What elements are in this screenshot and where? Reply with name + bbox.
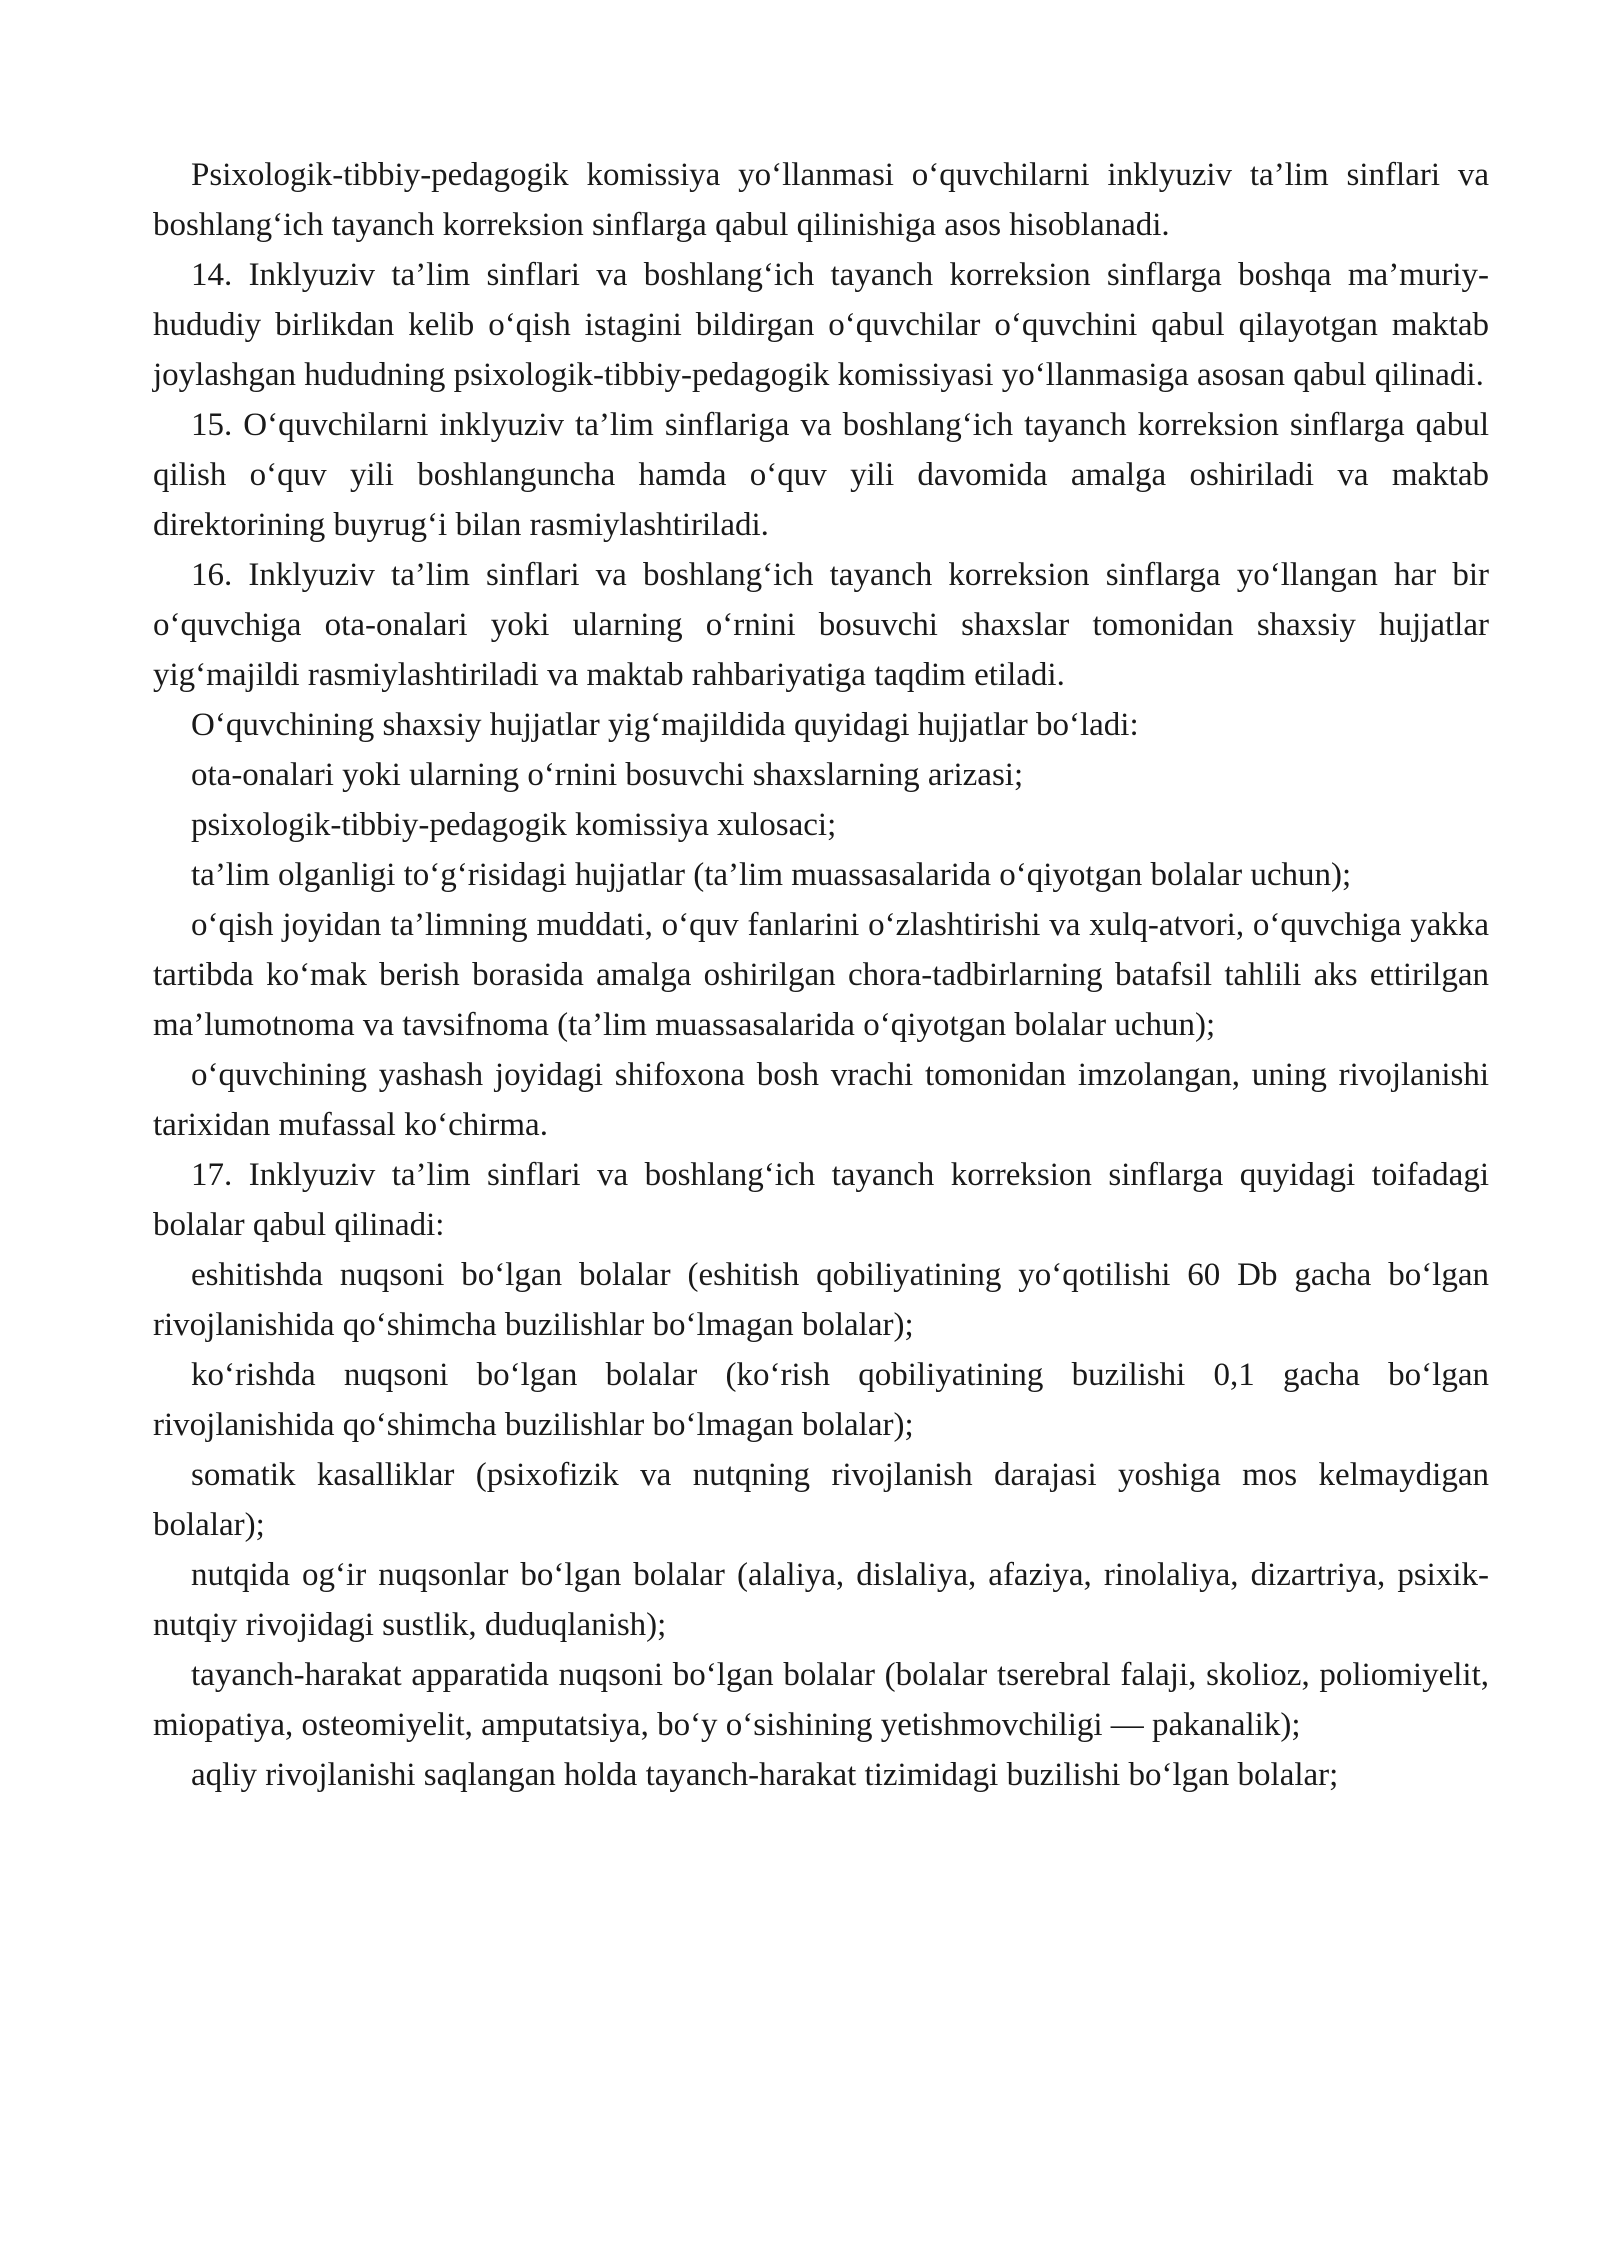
list-item-commission-conclusion: psixologik-tibbiy-pedagogik komissiya xulosaci; (191, 807, 837, 843)
list-item-somatic-diseases: somatik kasalliklar (psixofizik va nutqning rivojlanish darajasi yoshiga mos kelmaydigan bolalar); (153, 1457, 1489, 1543)
list-item-hearing-impaired: eshitishda nuqsoni bo‘lgan bolalar (eshitish qobiliyatining yo‘qotilishi 60 Db gacha bo‘lgan rivojlanishida qo‘shimcha buzilishlar bo‘lmagan bolalar); (153, 1257, 1489, 1343)
paragraph-item-14: 14. Inklyuziv ta’lim sinflari va boshlang‘ich tayanch korreksion sinflarga boshqa ma’muriy-hududiy birlikdan kelib o‘qish istagini bildirgan o‘quvchilar o‘quvchini qabul qilayotgan maktab joylashgan hududning psixologik-tibbiy-pedagogik komissiyasi yo‘llanmasiga asosan qabul qilinadi. (153, 257, 1489, 393)
list-item-reference-and-characteristic: o‘qish joyidan ta’limning muddati, o‘quv fanlarini o‘zlashtirishi va xulq-atvori, o‘quvchiga yakka tartibda ko‘mak berish borasida amalga oshirilgan chora-tadbirlarning batafsil tahlili aks ettirilgan ma’lumotnoma va tavsifnoma (ta’lim muassasalarida o‘qiyotgan bolalar uchun); (153, 907, 1489, 1043)
list-item-medical-extract: o‘quvchining yashash joyidagi shifoxona bosh vrachi tomonidan imzolangan, uning rivojlanishi tarixidan mufassal ko‘chirma. (153, 1057, 1489, 1143)
paragraph-ptpk-referral-basis: Psixologik-tibbiy-pedagogik komissiya yo‘llanmasi o‘quvchilarni inklyuziv ta’lim sinflari va boshlang‘ich tayanch korreksion sinflarga qabul qilinishiga asos hisoblanadi. (153, 157, 1489, 243)
paragraph-item-16: 16. Inklyuziv ta’lim sinflari va boshlang‘ich tayanch korreksion sinflarga yo‘llangan har bir o‘quvchiga ota-onalari yoki ularning o‘rnini bosuvchi shaxslar tomonidan shaxsiy hujjatlar yig‘majildi rasmiylashtiriladi va maktab rahbariyatiga taqdim etiladi. (153, 557, 1489, 693)
list-item-education-documents: ta’lim olganligi to‘g‘risidagi hujjatlar (ta’lim muassasalarida o‘qiyotgan bolalar uchun); (191, 857, 1352, 893)
list-item-visually-impaired: ko‘rishda nuqsoni bo‘lgan bolalar (ko‘rish qobiliyatining buzilishi 0,1 gacha bo‘lgan rivojlanishida qo‘shimcha buzilishlar bo‘lmagan bolalar); (153, 1357, 1489, 1443)
list-item-parents-application: ota-onalari yoki ularning o‘rnini bosuvchi shaxslarning arizasi; (191, 757, 1024, 793)
list-item-speech-disorders: nutqida og‘ir nuqsonlar bo‘lgan bolalar (alaliya, dislaliya, afaziya, rinolaliya, dizartriya, psixik-nutqiy rivojidagi sustlik, duduqlanish); (153, 1557, 1489, 1643)
list-item-musculoskeletal-disorders: tayanch-harakat apparatida nuqsoni bo‘lgan bolalar (bolalar tserebral falaji, skolioz, poliomiyelit, miopatiya, osteomiyelit, amputatsiya, bo‘y o‘sishining yetishmovchiligi — pakanalik); (153, 1657, 1489, 1743)
paragraph-personal-file-intro: O‘quvchining shaxsiy hujjatlar yig‘majildida quyidagi hujjatlar bo‘ladi: (191, 707, 1139, 743)
paragraph-item-15: 15. O‘quvchilarni inklyuziv ta’lim sinflariga va boshlang‘ich tayanch korreksion sinflarga qabul qilish o‘quv yili boshlanguncha hamda o‘quv yili davomida amalga oshiriladi va maktab direktorining buyrug‘i bilan rasmiylashtiriladi. (153, 407, 1489, 543)
document-page (153, 150, 1489, 1800)
list-item-motor-system-impairment: aqliy rivojlanishi saqlangan holda tayanch-harakat tizimidagi buzilishi bo‘lgan bolalar; (191, 1757, 1339, 1793)
paragraph-item-17: 17. Inklyuziv ta’lim sinflari va boshlang‘ich tayanch korreksion sinflarga quyidagi toifadagi bolalar qabul qilinadi: (153, 1157, 1489, 1243)
